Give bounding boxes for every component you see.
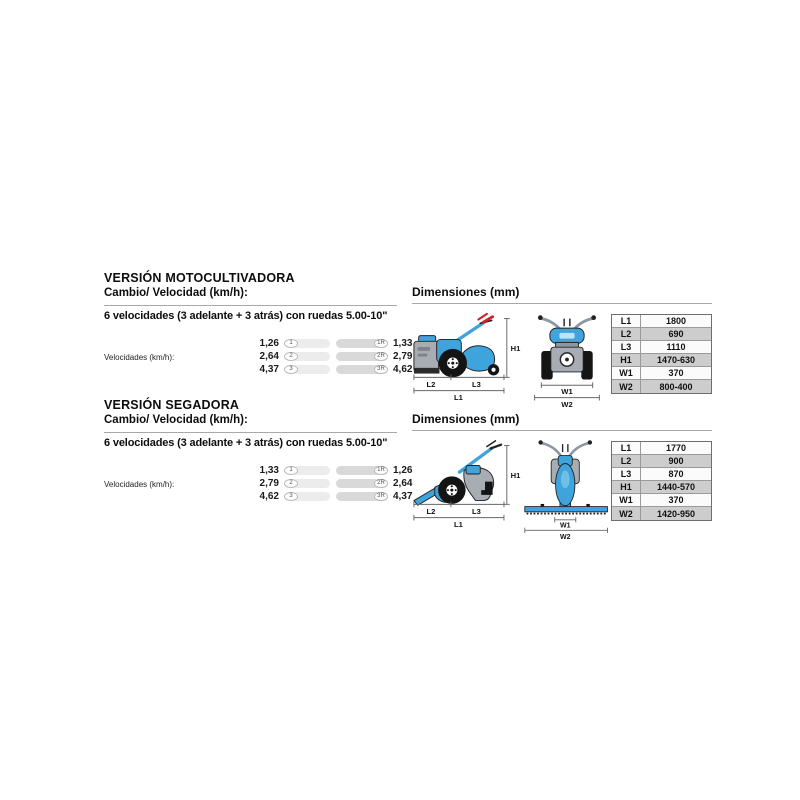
speed-row (254, 465, 418, 475)
forward-gear-bar (284, 365, 330, 374)
dim-value: 800-400 (659, 381, 693, 392)
reverse-speed-value: 4,62 (393, 363, 413, 375)
machine-front-illustration (537, 315, 595, 379)
table-row (612, 442, 711, 455)
table-row (612, 468, 711, 481)
section-subtitle: Cambio/ Velocidad (km/h): (104, 287, 248, 299)
dim-label: L2 (612, 328, 641, 340)
reverse-gear-bar (336, 352, 388, 361)
dimensions-title: Dimensiones (mm) (412, 285, 520, 299)
dim-label: W1 (612, 367, 641, 379)
section-title: VERSIÓN MOTOCULTIVADORA (104, 271, 295, 285)
forward-speed-value: 1,33 (259, 464, 279, 476)
forward-speed-value: 2,79 (259, 477, 279, 489)
speed-row (254, 478, 418, 488)
gear-badge: 2R (374, 479, 388, 488)
dim-label: L3 (612, 468, 641, 480)
dim-label: H1 (612, 481, 641, 493)
dim-label: L3 (612, 341, 641, 353)
machine-front-illustration (524, 440, 607, 513)
speed-row (254, 491, 418, 501)
gear-badge: 3 (284, 365, 298, 374)
l1-label: L1 (454, 520, 463, 529)
motocultivadora-side-view-diagram (412, 311, 522, 402)
speed-table (104, 464, 413, 502)
reverse-gear-bar (336, 339, 388, 348)
table-row (612, 380, 711, 393)
dim-value: 690 (668, 329, 684, 339)
dim-label: W2 (612, 380, 641, 393)
forward-speed-value: 4,62 (259, 490, 279, 502)
divider (104, 305, 397, 306)
motocultivadora-dimensions-column (412, 271, 712, 410)
table-row (612, 481, 711, 494)
speed-row (254, 338, 418, 348)
table-row (612, 367, 711, 380)
table-row (612, 354, 711, 367)
reverse-gear-bar (336, 492, 388, 501)
forward-gear-bar (284, 339, 330, 348)
speed-table (104, 337, 413, 375)
dim-label: W1 (612, 494, 641, 506)
forward-gear-bar (284, 492, 330, 501)
w2-label: W2 (559, 534, 571, 540)
divider (412, 303, 712, 304)
gearbox-description: 6 velocidades (3 adelante + 3 atrás) con ruedas 5.00-10" (104, 437, 388, 449)
gear-badge: 2R (374, 352, 388, 361)
dim-label: L1 (612, 315, 641, 327)
segadora-gearbox-column (104, 398, 413, 525)
segadora-front-view-diagram (523, 438, 611, 540)
forward-speed-value: 2,64 (259, 350, 279, 362)
reverse-speed-value: 2,64 (393, 477, 413, 489)
reverse-gear-bar (336, 365, 388, 374)
reverse-speed-value: 4,37 (393, 490, 413, 502)
dimensions-content (412, 309, 712, 410)
dimensions-content (412, 436, 712, 540)
forward-speed-value: 4,37 (259, 363, 279, 375)
gear-badge: 1R (374, 339, 388, 348)
dim-value: 900 (668, 456, 684, 466)
segadora-side-view-diagram (412, 438, 522, 529)
dimensions-table (611, 314, 712, 394)
gear-badge: 2 (284, 352, 298, 361)
dim-value: 370 (668, 368, 684, 378)
h1-dimension-line (504, 446, 510, 505)
forward-gear-bar (284, 466, 330, 475)
l2-label: L2 (426, 379, 436, 389)
table-row (612, 494, 711, 507)
table-row (612, 328, 711, 341)
l3-label: L3 (472, 506, 481, 516)
forward-gear-bar (284, 479, 330, 488)
dim-label: H1 (612, 354, 641, 366)
speeds-label: Velocidades (km/h): (104, 353, 175, 362)
h1-label: H1 (510, 470, 521, 480)
gear-badge: 3R (374, 492, 388, 501)
divider (104, 432, 397, 433)
machine-side-illustration (414, 314, 499, 378)
forward-speed-value: 1,26 (259, 337, 279, 349)
dim-label: W2 (612, 507, 641, 520)
speed-row (254, 364, 418, 374)
gear-badge: 3R (374, 365, 388, 374)
handle-grip (491, 445, 501, 449)
dim-value: 1800 (665, 316, 687, 326)
dim-value: 1470-630 (656, 355, 696, 365)
reverse-speed-value: 1,33 (393, 337, 413, 349)
h1-label: H1 (510, 343, 521, 353)
h1-dimension-line (504, 319, 510, 378)
speed-rows (254, 338, 418, 374)
segadora-dimensions-column (412, 398, 712, 540)
handlebar-left (542, 443, 561, 457)
divider (412, 430, 712, 431)
gearbox-description: 6 velocidades (3 adelante + 3 atrás) con ruedas 5.00-10" (104, 310, 388, 322)
section-subtitle: Cambio/ Velocidad (km/h): (104, 414, 248, 426)
dim-value: 1110 (666, 342, 686, 352)
speed-row (254, 351, 418, 361)
w2-label: W2 (560, 400, 573, 410)
l1-label: L1 (454, 393, 463, 402)
w1-label: W1 (560, 386, 573, 396)
reverse-gear-bar (336, 479, 388, 488)
reverse-gear-bar (336, 466, 388, 475)
cutter-bar (524, 507, 607, 512)
speeds-label: Velocidades (km/h): (104, 480, 175, 489)
forward-gear-bar (284, 352, 330, 361)
section-segadora (104, 398, 714, 540)
gear-badge: 1 (284, 339, 298, 348)
reverse-speed-value: 1,26 (393, 464, 413, 476)
gear-badge: 1 (284, 466, 298, 475)
reverse-speed-value: 2,79 (393, 350, 413, 362)
handlebar-right (568, 443, 587, 457)
l3-label: L3 (472, 379, 481, 389)
table-row (612, 315, 711, 328)
table-row (612, 507, 711, 520)
gear-badge: 3 (284, 492, 298, 501)
gear-badge: 1R (374, 466, 388, 475)
speed-rows (254, 465, 418, 501)
dim-value: 1440-570 (656, 482, 696, 492)
dim-value: 1420-950 (656, 508, 696, 519)
motocultivadora-front-view-diagram (525, 311, 609, 410)
dimensions-table (611, 441, 712, 521)
dim-label: L2 (612, 455, 641, 467)
machine-side-illustration (414, 441, 501, 505)
handlebar (456, 322, 484, 341)
motocultivadora-gearbox-column (104, 271, 413, 398)
gear-badge: 2 (284, 479, 298, 488)
dim-value: 870 (668, 469, 684, 479)
table-row (612, 455, 711, 468)
dim-label: L1 (612, 442, 641, 454)
w1-label: W1 (559, 522, 571, 530)
dim-value: 1770 (665, 443, 687, 453)
section-title: VERSIÓN SEGADORA (104, 398, 240, 412)
table-row (612, 341, 711, 354)
l2-label: L2 (426, 506, 436, 516)
spec-sheet (104, 271, 714, 540)
dim-value: 370 (668, 495, 684, 505)
dimensions-title: Dimensiones (mm) (412, 412, 520, 426)
